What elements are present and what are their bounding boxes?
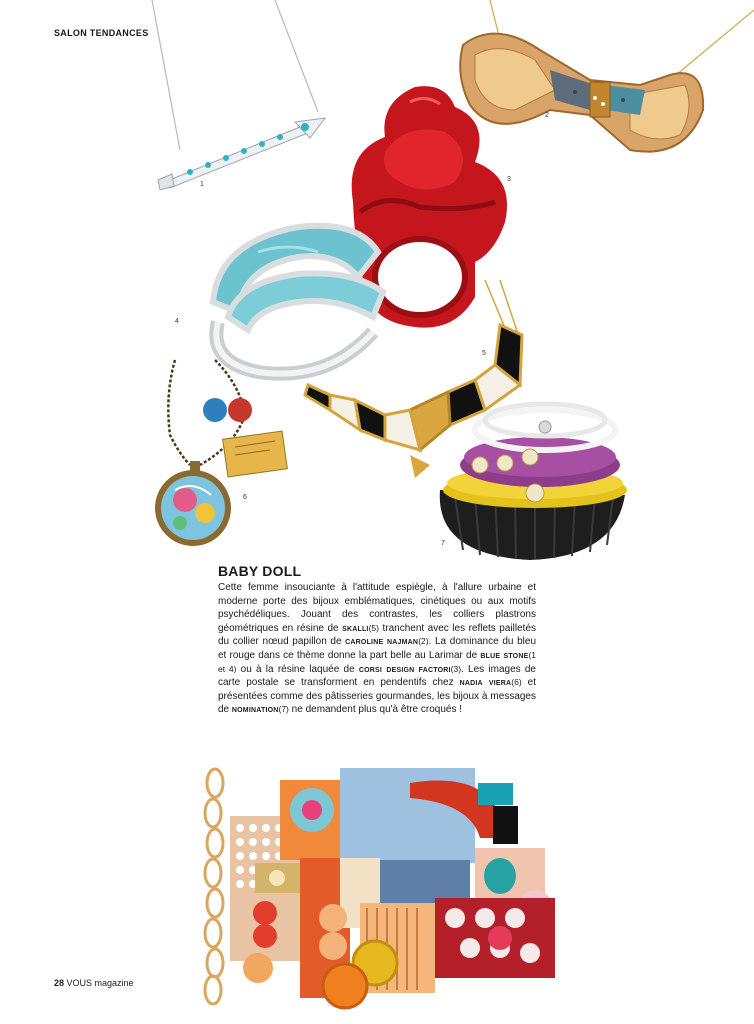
article-body: Cette femme insouciante à l'attitude espiègle, à l'allure urbaine et moderne porte des bijoux emblématiques, cinétiques ou aux motifs psychédéliques. Jouant des contrastes, les colliers plastrons géométriques en résine de skalli(5) tranchent avec les reflets pailletés du collier nœud papillon de caroline najman(2). La dominance du bleu et rouge dans ce thème donne la part belle au Larimar de blue stone(1 et 4) ou à la résine laquée de corsi design factori(3). Les images de carte postale se transforment en pendentifs chez nadia viera(6) et présentées comme des pâtisseries gourmandes, les bijoux à messages de nomination(7) ne demandent plus qu'à être croqués ! [218, 582, 537, 716]
postcard-pendant-photo [145, 355, 305, 550]
page-number: 28 [54, 978, 65, 988]
brand-name: skalli [342, 622, 369, 634]
item-number-6: 6 [243, 494, 247, 501]
brand-name: nadia viera [459, 677, 512, 689]
brand-name: blue stone [480, 649, 529, 661]
arrow-necklace-photo [150, 0, 330, 190]
wrap-bracelets-photo [435, 385, 635, 565]
article [218, 563, 536, 717]
article-title: BABY DOLL [218, 563, 302, 579]
brand-name: caroline najman [345, 636, 419, 648]
item-number-7: 7 [441, 540, 445, 547]
section-label: SALON TENDANCES [54, 28, 149, 38]
item-number-4: 4 [175, 318, 179, 325]
item-number-1: 1 [200, 181, 204, 188]
item-number-2: 2 [545, 112, 549, 119]
moodboard-collage-photo [195, 758, 565, 1013]
item-number-3: 3 [507, 176, 511, 183]
brand-name: nomination [231, 704, 279, 716]
page-footer [54, 978, 134, 988]
brand-name: corsi design factori [358, 663, 451, 675]
item-number-5: 5 [482, 350, 486, 357]
magazine-name: VOUS magazine [66, 978, 134, 988]
